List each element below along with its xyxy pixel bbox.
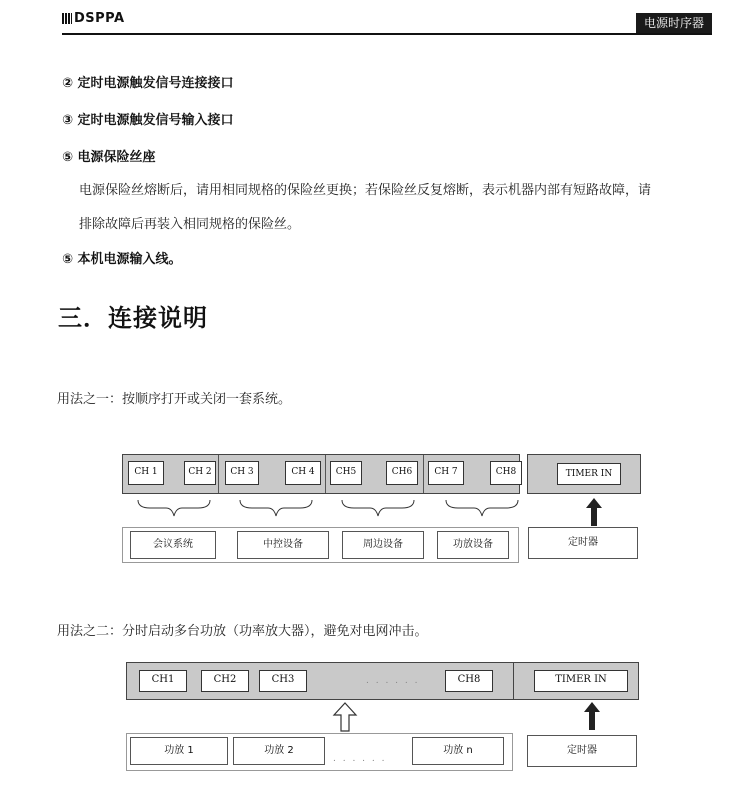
section-title: 三．连接说明	[58, 304, 208, 332]
usage1-timer: 定时器	[528, 527, 638, 559]
usage2-ch8: CH8	[445, 670, 493, 692]
usage2-ch1: CH1	[139, 670, 187, 692]
logo-mark-icon	[62, 13, 72, 24]
brace-3	[342, 500, 414, 516]
usage1-caption: 用法之一：按顺序打开或关闭一套系统。	[57, 392, 292, 407]
usage2-amp-2: 功放 2	[233, 737, 325, 765]
usage2-timer: 定时器	[527, 735, 637, 767]
brand-logo	[62, 10, 126, 26]
usage1-ch5: CH5	[330, 461, 362, 485]
usage1-timer-in: TIMER IN	[557, 463, 621, 485]
brace-2	[240, 500, 312, 516]
usage2-timer-in: TIMER IN	[534, 670, 628, 692]
brace-4	[446, 500, 518, 516]
usage1-device-central-control: 中控设备	[237, 531, 329, 559]
fuse-paragraph-line1: 电源保险丝熔断后，请用相同规格的保险丝更换；若保险丝反复熔断，表示机器内部有短路故障，请	[79, 183, 652, 198]
usage2-hollow-up-arrow-icon	[333, 702, 357, 732]
fuse-paragraph-line2: 排除故障后再装入相同规格的保险丝。	[79, 217, 301, 232]
item-timer-trigger-connect: ② 定时电源触发信号连接接口	[62, 76, 234, 91]
usage1-ch6: CH6	[386, 461, 418, 485]
usage2-amp-1: 功放 1	[130, 737, 228, 765]
usage2-amp-n: 功放 n	[412, 737, 504, 765]
usage1-up-arrow-icon	[586, 498, 602, 526]
usage2-up-arrow-icon	[584, 702, 600, 730]
usage1-device-conference: 会议系统	[130, 531, 216, 559]
header-section-tag: 电源时序器	[636, 13, 712, 33]
usage1-ch2: CH 2	[184, 461, 216, 485]
usage1-ch3: CH 3	[225, 461, 259, 485]
usage1-device-amplifier: 功放设备	[437, 531, 509, 559]
usage2-caption: 用法之二：分时启动多台功放（功率放大器），避免对电网冲击。	[57, 624, 428, 639]
usage2-ch3: CH3	[259, 670, 307, 692]
usage1-braces	[120, 498, 520, 524]
usage2-amp-dots: . . . . . .	[333, 754, 387, 764]
usage1-ch7: CH 7	[428, 461, 464, 485]
item-timer-trigger-input: ③ 定时电源触发信号输入接口	[62, 113, 234, 128]
item-power-input-line: ⑤ 本机电源输入线。	[62, 252, 182, 267]
usage1-device-peripheral: 周边设备	[342, 531, 424, 559]
usage1-ch4: CH 4	[285, 461, 321, 485]
logo-text: DSPPA	[74, 10, 125, 26]
usage1-ch8: CH8	[490, 461, 522, 485]
item-fuse-holder: ⑤ 电源保险丝座	[62, 150, 156, 165]
usage2-ch2: CH2	[201, 670, 249, 692]
header-divider	[62, 33, 712, 35]
usage1-ch1: CH 1	[128, 461, 164, 485]
brace-1	[138, 500, 210, 516]
usage2-channel-dots: . . . . . .	[366, 676, 420, 686]
